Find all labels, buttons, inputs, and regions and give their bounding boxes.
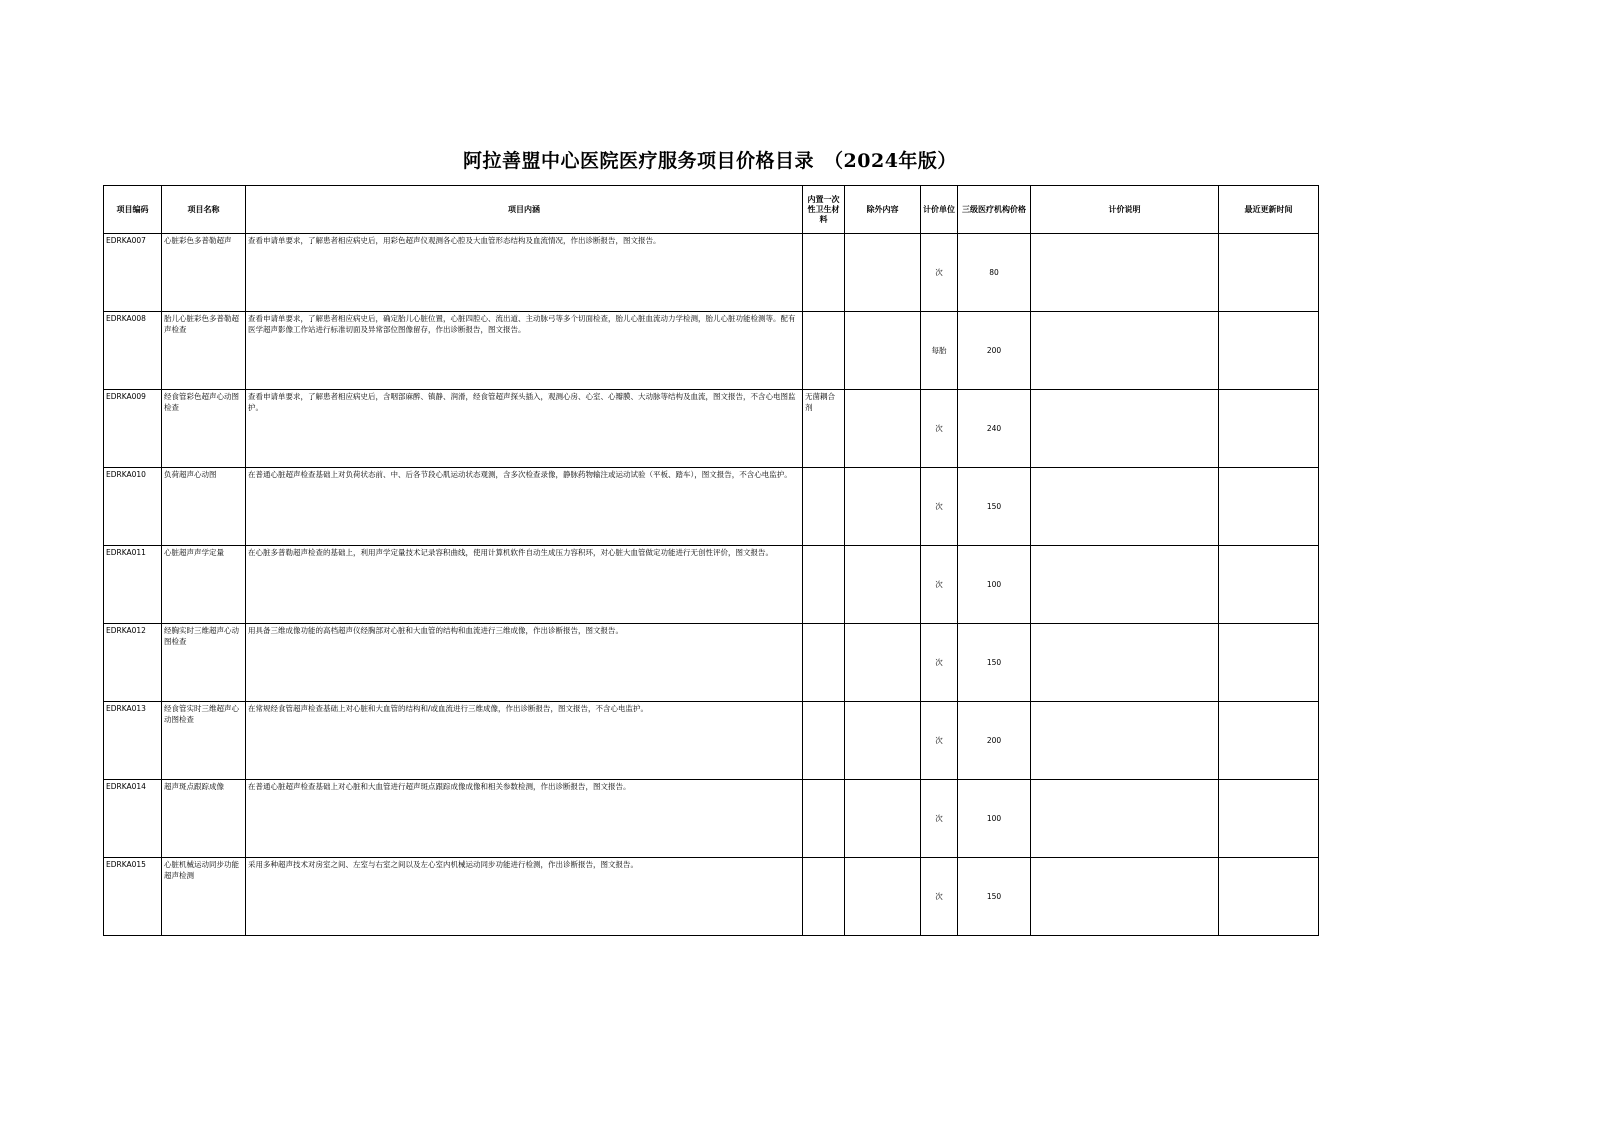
item-material bbox=[803, 858, 845, 936]
item-unit: 次 bbox=[921, 546, 958, 624]
item-price: 150 bbox=[958, 624, 1031, 702]
item-code: EDRKA007 bbox=[104, 234, 162, 312]
item-updated bbox=[1219, 546, 1319, 624]
price-table bbox=[103, 185, 1319, 936]
item-content: 查看申请单要求，了解患者相应病史后，含咽部麻醉、镇静、润滑，经食管超声探头插入，观测心房、心室、心瓣膜、大动脉等结构及血流，图文报告，不含心电图监护。 bbox=[246, 390, 803, 468]
header-excluded: 除外内容 bbox=[845, 186, 921, 234]
item-unit: 次 bbox=[921, 234, 958, 312]
header-content: 项目内涵 bbox=[246, 186, 803, 234]
item-price: 100 bbox=[958, 546, 1031, 624]
item-unit: 每胎 bbox=[921, 312, 958, 390]
item-material bbox=[803, 702, 845, 780]
item-code: EDRKA013 bbox=[104, 702, 162, 780]
table-row bbox=[104, 624, 1319, 702]
item-code: EDRKA010 bbox=[104, 468, 162, 546]
table-row bbox=[104, 234, 1319, 312]
item-unit: 次 bbox=[921, 390, 958, 468]
item-content: 查看申请单要求，了解患者相应病史后，确定胎儿心脏位置，心脏四腔心、流出道、主动脉弓等多个切面检查，胎儿心脏血流动力学检测，胎儿心脏功能检测等。配有医学超声影像工作站进行标准切面及异常部位图像留存，作出诊断报告，图文报告。 bbox=[246, 312, 803, 390]
item-updated bbox=[1219, 390, 1319, 468]
item-price: 80 bbox=[958, 234, 1031, 312]
item-updated bbox=[1219, 702, 1319, 780]
item-note bbox=[1031, 234, 1219, 312]
item-excluded bbox=[845, 780, 921, 858]
item-updated bbox=[1219, 624, 1319, 702]
item-updated bbox=[1219, 468, 1319, 546]
item-note bbox=[1031, 624, 1219, 702]
table-row bbox=[104, 858, 1319, 936]
item-unit: 次 bbox=[921, 702, 958, 780]
item-name: 负荷超声心动图 bbox=[162, 468, 246, 546]
item-excluded bbox=[845, 390, 921, 468]
item-excluded bbox=[845, 312, 921, 390]
header-updated: 最近更新时间 bbox=[1219, 186, 1319, 234]
item-unit: 次 bbox=[921, 468, 958, 546]
item-updated bbox=[1219, 858, 1319, 936]
header-note: 计价说明 bbox=[1031, 186, 1219, 234]
item-name: 胎儿心脏彩色多普勒超声检查 bbox=[162, 312, 246, 390]
table-row bbox=[104, 390, 1319, 468]
item-material: 无菌耦合剂 bbox=[803, 390, 845, 468]
item-note bbox=[1031, 468, 1219, 546]
page-title: 阿拉善盟中心医院医疗服务项目价格目录 （2024年版） bbox=[463, 150, 957, 172]
item-name: 经食管彩色超声心动图检查 bbox=[162, 390, 246, 468]
item-name: 心脏机械运动同步功能超声检测 bbox=[162, 858, 246, 936]
item-name: 超声斑点跟踪成像 bbox=[162, 780, 246, 858]
item-excluded bbox=[845, 468, 921, 546]
item-updated bbox=[1219, 234, 1319, 312]
item-material bbox=[803, 468, 845, 546]
item-price: 200 bbox=[958, 312, 1031, 390]
item-excluded bbox=[845, 702, 921, 780]
item-content: 查看申请单要求，了解患者相应病史后，用彩色超声仪观测各心腔及大血管形态结构及血流情况，作出诊断报告，图文报告。 bbox=[246, 234, 803, 312]
item-code: EDRKA008 bbox=[104, 312, 162, 390]
item-code: EDRKA011 bbox=[104, 546, 162, 624]
item-excluded bbox=[845, 858, 921, 936]
table-row bbox=[104, 312, 1319, 390]
item-note bbox=[1031, 780, 1219, 858]
item-code: EDRKA014 bbox=[104, 780, 162, 858]
header-price: 三级医疗机构价格 bbox=[958, 186, 1031, 234]
header-name: 项目名称 bbox=[162, 186, 246, 234]
item-note bbox=[1031, 390, 1219, 468]
table-row bbox=[104, 468, 1319, 546]
item-name: 经食管实时三维超声心动图检查 bbox=[162, 702, 246, 780]
item-material bbox=[803, 780, 845, 858]
item-excluded bbox=[845, 234, 921, 312]
item-unit: 次 bbox=[921, 858, 958, 936]
table-header-row bbox=[104, 186, 1319, 234]
item-excluded bbox=[845, 624, 921, 702]
item-price: 100 bbox=[958, 780, 1031, 858]
item-updated bbox=[1219, 780, 1319, 858]
item-excluded bbox=[845, 546, 921, 624]
item-note bbox=[1031, 702, 1219, 780]
header-code: 项目编码 bbox=[104, 186, 162, 234]
item-material bbox=[803, 312, 845, 390]
item-content: 在普通心脏超声检查基础上对负荷状态前、中、后各节段心肌运动状态观测，含多次检查录像，静脉药物输注或运动试验（平板、踏车），图文报告，不含心电监护。 bbox=[246, 468, 803, 546]
item-note bbox=[1031, 858, 1219, 936]
header-material: 内置一次性卫生材料 bbox=[803, 186, 845, 234]
item-material bbox=[803, 546, 845, 624]
item-price: 150 bbox=[958, 468, 1031, 546]
header-unit: 计价单位 bbox=[921, 186, 958, 234]
item-unit: 次 bbox=[921, 780, 958, 858]
item-content: 在普通心脏超声检查基础上对心脏和大血管进行超声斑点跟踪成像成像和相关参数检测，作出诊断报告，图文报告。 bbox=[246, 780, 803, 858]
item-content: 用具备三维成像功能的高档超声仪经胸部对心脏和大血管的结构和血流进行三维成像，作出诊断报告，图文报告。 bbox=[246, 624, 803, 702]
item-content: 在心脏多普勒超声检查的基础上，利用声学定量技术记录容积曲线，使用计算机软件自动生成压力容积环，对心脏大血管做定功能进行无创性评价，图文报告。 bbox=[246, 546, 803, 624]
table-row bbox=[104, 702, 1319, 780]
item-content: 采用多种超声技术对房室之间、左室与右室之间以及左心室内机械运动同步功能进行检测，作出诊断报告，图文报告。 bbox=[246, 858, 803, 936]
item-note bbox=[1031, 312, 1219, 390]
item-updated bbox=[1219, 312, 1319, 390]
item-name: 心脏彩色多普勒超声 bbox=[162, 234, 246, 312]
table-row bbox=[104, 546, 1319, 624]
item-code: EDRKA009 bbox=[104, 390, 162, 468]
item-note bbox=[1031, 546, 1219, 624]
item-name: 经胸实时三维超声心动图检查 bbox=[162, 624, 246, 702]
item-code: EDRKA012 bbox=[104, 624, 162, 702]
item-price: 200 bbox=[958, 702, 1031, 780]
item-name: 心脏超声声学定量 bbox=[162, 546, 246, 624]
item-material bbox=[803, 234, 845, 312]
item-content: 在常规经食管超声检查基础上对心脏和大血管的结构和/或血流进行三维成像，作出诊断报告，图文报告，不含心电监护。 bbox=[246, 702, 803, 780]
item-code: EDRKA015 bbox=[104, 858, 162, 936]
item-price: 240 bbox=[958, 390, 1031, 468]
item-material bbox=[803, 624, 845, 702]
item-price: 150 bbox=[958, 858, 1031, 936]
item-unit: 次 bbox=[921, 624, 958, 702]
table-row bbox=[104, 780, 1319, 858]
